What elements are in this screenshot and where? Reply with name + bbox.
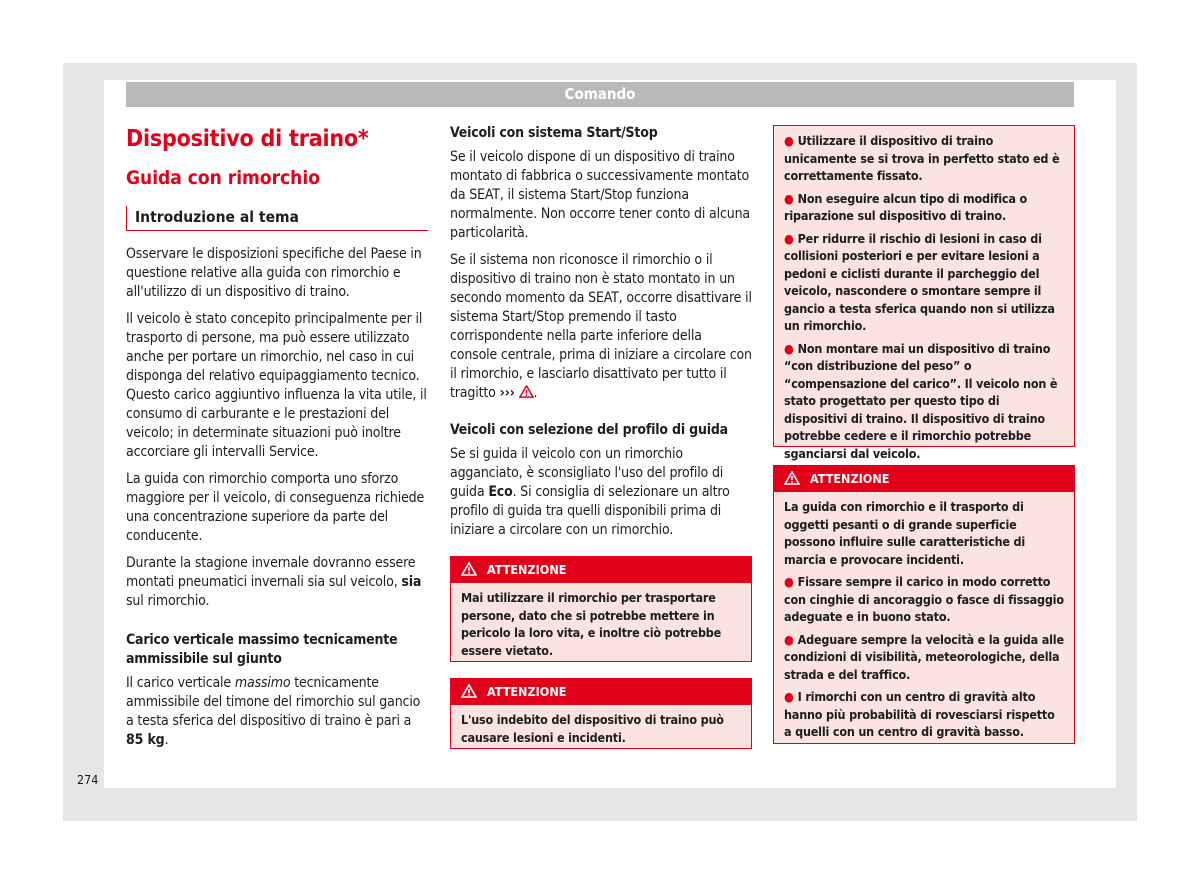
bullet-icon: ● <box>784 689 794 704</box>
load-heading: Carico verticale massimo tecnicamente ammissibile sul giunto <box>126 632 398 667</box>
bullet-icon: ● <box>784 230 794 246</box>
warning-list-item <box>784 132 1064 185</box>
bullet-icon: ● <box>784 574 794 589</box>
cross-reference-link[interactable]: ››› <box>499 385 515 401</box>
warning-text: Mai utilizzare il rimorchio per trasportare persone, dato che si potrebbe mettere in pericolo la loro vita, e inoltre ciò potrebbe essere vietato. <box>461 590 722 658</box>
section-subtitle: Guida con rimorchio <box>126 167 320 189</box>
warning-intro-text: La guida con rimorchio e il trasporto di oggetti pesanti o di grande superficie possono influire sulle caratteristiche di marcia e provocare incidenti. <box>784 499 1026 567</box>
section-header: Comando <box>126 82 1074 107</box>
warning-box <box>450 556 752 662</box>
column-middle <box>450 124 752 548</box>
paragraph: Se il veicolo dispone di un dispositivo di traino montato di fabbrica o successivamente montato da SEAT, il sistema Start/Stop funziona normalmente. Non occorre tener conto di alcuna particolarità. <box>450 149 750 241</box>
bold-text: 85 kg <box>126 732 165 748</box>
page-title: Dispositivo di traino* <box>126 126 369 152</box>
warning-triangle-icon <box>519 385 534 398</box>
paragraph: Osservare le disposizioni specifiche del Paese in questione relative alla guida con rimorchio e all'utilizzo di un dispositivo di traino. <box>126 246 422 300</box>
warning-box-continued <box>773 125 1075 461</box>
paragraph <box>126 674 428 750</box>
bold-text: Eco <box>488 484 513 500</box>
text-span: Se il sistema non riconosce il rimorchio o il dispositivo di traino non è stato montato in un secondo momento da SEAT, occorre disattivare il sistema Start/Stop premendo il tasto corrispondente nella parte inferiore della console centrale, prima di iniziare a circolare con il rimorchio, e lasciarlo disattivato per tutto il tragitto <box>450 252 752 401</box>
text-span: sul rimorchio. <box>126 593 210 609</box>
start-stop-heading: Veicoli con sistema Start/Stop <box>450 125 658 141</box>
text-span: Durante la stagione invernale dovranno essere montati pneumatici invernali sia sul veicolo, <box>126 555 416 590</box>
warning-item-text: I rimorchi con un centro di gravità alto hanno più probabilità di rovesciarsi rispetto a quelli con un centro di gravità basso. <box>784 689 1055 739</box>
warning-list-item <box>784 230 1064 335</box>
bold-text: sia <box>401 574 422 590</box>
paragraph: Il veicolo è stato concepito principalmente per il trasporto di persone, ma può essere utilizzato anche per portare un rimorchio, nel caso in cui disponga del relativo equipaggiamento tecnico. Questo carico aggiuntivo influenza la vita utile, il consumo di carburante e le prestazioni del veicolo; in determinate situazioni può inoltre accorciare gli intervalli Service. <box>126 311 427 460</box>
warning-label: ATTENZIONE <box>487 562 567 577</box>
warning-list-item <box>784 190 1064 225</box>
intro-heading: Introduzione al tema <box>126 206 428 231</box>
warning-triangle-icon <box>784 471 800 485</box>
paragraph: La guida con rimorchio comporta uno sforzo maggiore per il veicolo, di conseguenza richiede una concentrazione superiore da parte del conducente. <box>126 471 425 544</box>
warning-label: ATTENZIONE <box>810 471 890 486</box>
text-span: . <box>164 732 169 748</box>
text-span: tecnicamente ammissibile del timone del rimorchio sul gancio a testa sferica del dispositivo di traino è pari a <box>126 675 421 729</box>
bullet-icon: ● <box>784 631 794 647</box>
text-span: . Si consiglia di selezionare un altro profilo di guida tra quelli disponibili prima di iniziare a circolare con un rimorchio. <box>450 484 730 538</box>
bullet-icon: ● <box>784 133 794 148</box>
warning-text: L'uso indebito del dispositivo di traino può causare lesioni e incidenti. <box>461 712 724 745</box>
paragraph <box>126 554 428 611</box>
drive-profile-heading: Veicoli con selezione del profilo di guida <box>450 422 728 438</box>
paragraph <box>450 445 752 540</box>
page-number: 274 <box>77 772 99 787</box>
text-span: . <box>533 385 538 401</box>
warning-list-item <box>784 340 1064 463</box>
text-span: Il carico verticale <box>126 675 235 691</box>
italic-text: massimo <box>234 675 291 691</box>
warning-item-text: Per ridurre il rischio di lesioni in caso di collisioni posteriori e per evitare lesioni a pedoni e ciclisti durante il parcheggio del veicolo, nascondere o smontare sempre il gancio a testa sferica quando non si utilizza un rimorchio. <box>784 230 1055 333</box>
warning-header <box>774 466 1074 492</box>
warning-label: ATTENZIONE <box>487 684 567 699</box>
warning-triangle-icon <box>461 562 477 576</box>
warning-triangle-icon <box>461 684 477 698</box>
warning-item-text: Fissare sempre il carico in modo corretto con cinghie di ancoraggio o fasce di fissaggio adeguate e in buono stato. <box>784 574 1064 624</box>
warning-list-item <box>784 688 1064 741</box>
bullet-icon: ● <box>784 340 794 356</box>
warning-list-item <box>784 631 1064 684</box>
warning-header <box>451 557 751 583</box>
bullet-icon: ● <box>784 190 794 206</box>
paragraph <box>450 251 752 403</box>
warning-box <box>773 465 1075 744</box>
warning-item-text: Non montare mai un dispositivo di traino “con distribuzione del peso” o “compensazione del carico”. Il veicolo non è stato progettato per questo tipo di dispositivi di traino. Il dispositivo di traino potrebbe cedere e il rimorchio potrebbe sganciarsi dal veicolo. <box>784 340 1058 461</box>
warning-list-item <box>784 573 1064 626</box>
warning-item-text: Adeguare sempre la velocità e la guida alle condizioni di visibilità, meteorologiche, della strada e del traffico. <box>784 631 1064 682</box>
text-span: Se si guida il veicolo con un rimorchio agganciato, è sconsigliato l'uso del profilo di guida <box>450 446 724 500</box>
warning-list <box>774 492 1074 747</box>
warning-box <box>450 678 752 749</box>
warning-item-text: Non eseguire alcun tipo di modifica o riparazione sul dispositivo di traino. <box>784 190 1027 223</box>
column-left <box>126 120 428 758</box>
warning-list <box>774 126 1074 468</box>
warning-header <box>451 679 751 705</box>
warning-item-text: Utilizzare il dispositivo di traino unicamente se si trova in perfetto stato ed è correttamente fissato. <box>784 133 1060 183</box>
